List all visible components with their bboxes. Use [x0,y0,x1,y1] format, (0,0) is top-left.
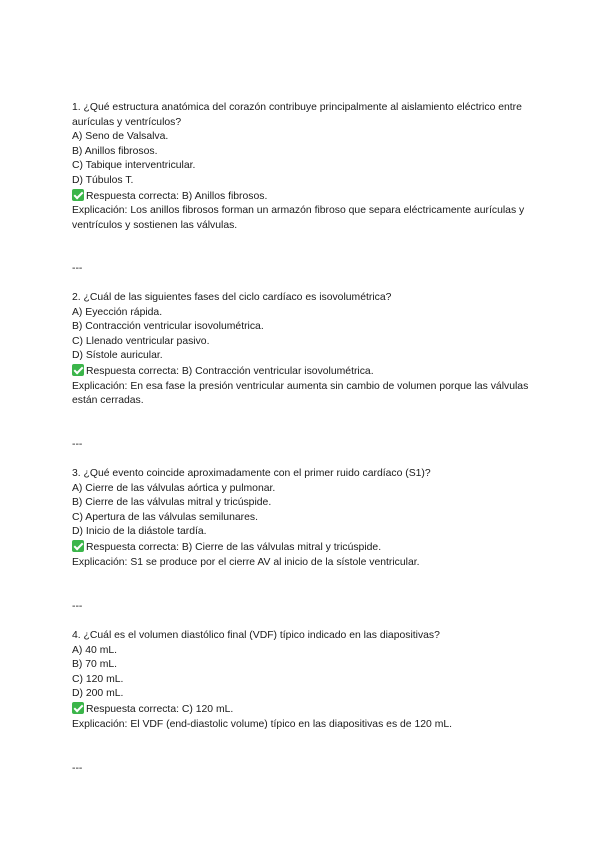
option-c: C) Llenado ventricular pasivo. [72,335,210,347]
option-b: B) Anillos fibrosos. [72,145,158,157]
option-a: A) 40 mL. [72,644,118,656]
explanation-text: Explicación: S1 se produce por el cierre AV al inicio de la sístole ventricular. [72,556,420,568]
question-block-4 [72,629,534,732]
question-text: 4. ¿Cuál es el volumen diastólico final (VDF) típico indicado en las diapositivas? [72,630,440,641]
option-b: B) Contracción ventricular isovolumétrica. [72,321,264,333]
check-mark-icon [72,702,84,714]
separator-3: --- [72,601,83,612]
check-mark-icon [72,364,84,376]
question-block-1 [72,101,534,233]
answer-text: Respuesta correcta: B) Anillos fibrosos. [86,190,268,202]
option-b: B) Cierre de las válvulas mitral y tricúspide. [72,497,272,509]
explanation-text: Explicación: El VDF (end-diastolic volume) típico en las diapositivas es de 120 mL. [72,718,453,730]
question-block-2 [72,291,534,409]
option-d: D) Túbulos T. [72,174,134,186]
question-text: 2. ¿Cuál de las siguientes fases del ciclo cardíaco es isovolumétrica? [72,292,392,303]
option-a: A) Seno de Valsalva. [72,131,169,143]
separator-1: --- [72,263,83,274]
answer-line [72,702,534,718]
answer-line [72,189,534,205]
option-c: C) Apertura de las válvulas semilunares. [72,511,258,523]
option-d: D) Sístole auricular. [72,350,163,362]
option-b: B) 70 mL. [72,659,118,671]
separator-2: --- [72,439,83,450]
check-mark-icon [72,540,84,552]
explanation-text: Explicación: Los anillos fibrosos forman un armazón fibroso que separa eléctricamente aurículas y ventrículos y sostienen las válvulas. [72,205,525,231]
answer-line [72,364,534,380]
option-d: D) 200 mL. [72,688,124,700]
option-c: C) 120 mL. [72,673,124,685]
answer-text: Respuesta correcta: C) 120 mL. [86,703,234,715]
option-d: D) Inicio de la diástole tardía. [72,526,207,538]
answer-text: Respuesta correcta: B) Cierre de las válvulas mitral y tricúspide. [86,541,382,553]
option-a: A) Cierre de las válvulas aórtica y pulmonar. [72,482,276,494]
option-c: C) Tabique interventricular. [72,160,196,172]
answer-line [72,540,534,556]
answer-text: Respuesta correcta: B) Contracción ventricular isovolumétrica. [86,365,374,377]
option-a: A) Eyección rápida. [72,306,163,318]
separator-4: --- [72,763,83,774]
question-text: 3. ¿Qué evento coincide aproximadamente con el primer ruido cardíaco (S1)? [72,468,431,479]
question-text: 1. ¿Qué estructura anatómica del corazón contribuye principalmente al aislamiento eléctrico entre aurículas y ventrículos? [72,102,522,128]
explanation-text: Explicación: En esa fase la presión ventricular aumenta sin cambio de volumen porque las válvulas están cerradas. [72,380,529,407]
check-mark-icon [72,189,84,201]
question-block-3 [72,467,534,570]
